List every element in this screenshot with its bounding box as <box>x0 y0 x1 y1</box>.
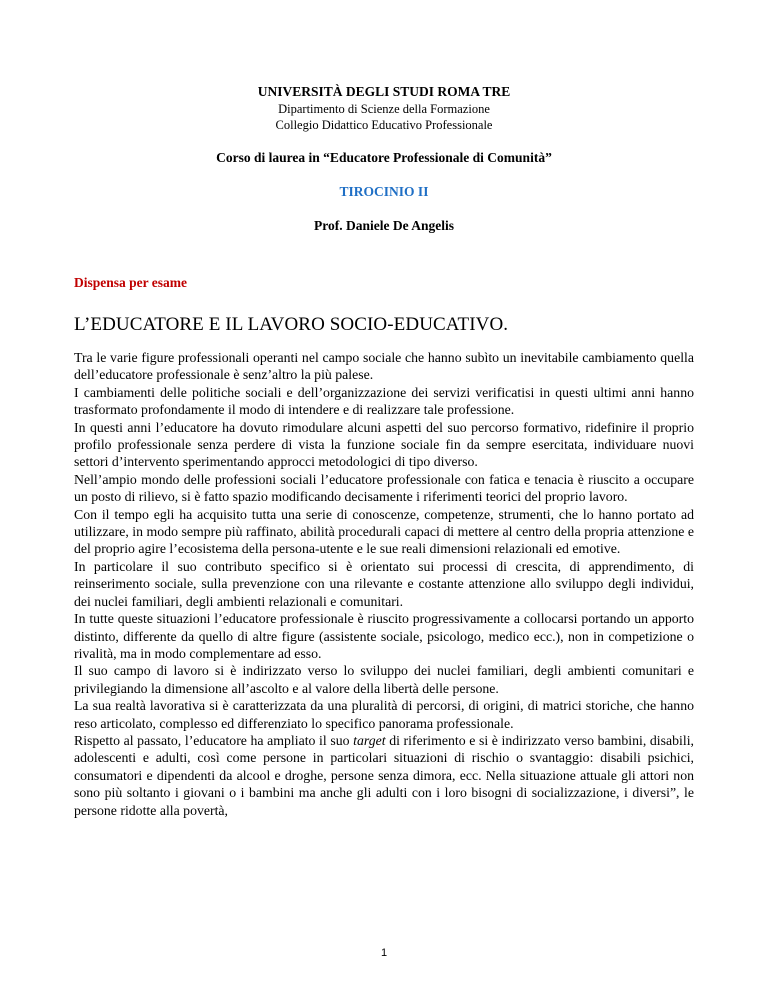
paragraph: Con il tempo egli ha acquisito tutta una serie di conoscenze, competenze, strumenti, che lo hanno portato ad utilizzare, in modo sempre più raffinato, abilità procedurali capaci di mettere al centro della propria attenzione e del proprio agire l’ecosistema della persona-utente e le sue reali dimensioni relazionali ed emotive. <box>74 506 694 557</box>
body-text <box>74 349 694 819</box>
paragraph: Nell’ampio mondo delle professioni sociali l’educatore professionale con fatica e tenacia è riuscito a occupare un posto di rilievo, si è fatto spazio modificando decisamente i riferimenti teorici del proprio lavoro. <box>74 471 694 505</box>
paragraph-text: di riferimento e si è indirizzato verso bambini, disabili, adolescenti e adulti, così come persone in particolari situazioni di rischio o svantaggio: disabili psichici, consumatori e dipendenti da alcool e droghe, persone senza dimora, ecc. Nella situazione attuale gli attori non sono più soltanto i giovani o i bambini ma anche gli adulti con i loro bisogni di socializzazione, i diversi”, le persone ridotte alla povertà, <box>74 732 694 818</box>
college-name: Collegio Didattico Educativo Professionale <box>275 118 493 132</box>
department-name: Dipartimento di Scienze della Formazione <box>278 102 490 116</box>
document-label: Dispensa per esame <box>74 275 187 290</box>
page-number: 1 <box>380 947 388 959</box>
paragraph: In questi anni l’educatore ha dovuto rimodulare alcuni aspetti del suo percorso formativo, ridefinire il proprio profilo professionale senza perdere di vista la funzione sociale fin da sempre esercitata, individuare nuovi settori d’intervento sperimentando approcci metodologici di tipo diverso. <box>74 419 694 470</box>
paragraph: In tutte queste situazioni l’educatore professionale è riuscito progressivamente a collocarsi portando un apporto distinto, differente da quello di altre figure (assistente sociale, psicologo, medico ecc.), non in competizione o rivalità, ma in modo complementare ad esso. <box>74 611 694 661</box>
course-title: Corso di laurea in “Educatore Professionale di Comunità” <box>216 150 552 165</box>
paragraph: Il suo campo di lavoro si è indirizzato verso lo sviluppo dei nuclei familiari, degli ambienti comunitari e privilegiando la dimensione all’ascolto e al valore della libertà delle persone. <box>74 663 694 696</box>
paragraph-last <box>74 732 694 819</box>
paragraph-text: Rispetto al passato, l’educatore ha ampliato il suo <box>74 732 354 748</box>
emphasis-text: target <box>353 732 386 748</box>
paragraph: I cambiamenti delle politiche sociali e dell’organizzazione dei servizi verificatisi in questi ultimi anni hanno trasformato profondamente il modo di intendere e di realizzare tale professione. <box>74 384 694 418</box>
subject-title: TIROCINIO II <box>339 184 429 199</box>
paragraph: In particolare il suo contributo specifico si è orientato sui processi di crescita, di apprendimento, di reinserimento sociale, sulla prevenzione con una rilevante e costante attenzione allo sviluppo degli individui, dei nuclei familiari, degli ambienti relazionali e comunitari. <box>74 558 694 609</box>
paragraph: Tra le varie figure professionali operanti nel campo sociale che hanno subìto un inevitabile cambiamento quella dell’educatore professionale è senz’altro la più palese. <box>74 350 694 383</box>
professor-name: Prof. Daniele De Angelis <box>314 218 454 233</box>
page-title: L’EDUCATORE E IL LAVORO SOCIO-EDUCATIVO. <box>74 314 509 335</box>
university-name: UNIVERSITÀ DEGLI STUDI ROMA TRE <box>257 84 511 99</box>
paragraph: La sua realtà lavorativa si è caratterizzata da una pluralità di percorsi, di origini, di matrici storiche, che hanno reso articolato, complesso ed differenziato lo specifico panorama professionale. <box>74 698 694 731</box>
